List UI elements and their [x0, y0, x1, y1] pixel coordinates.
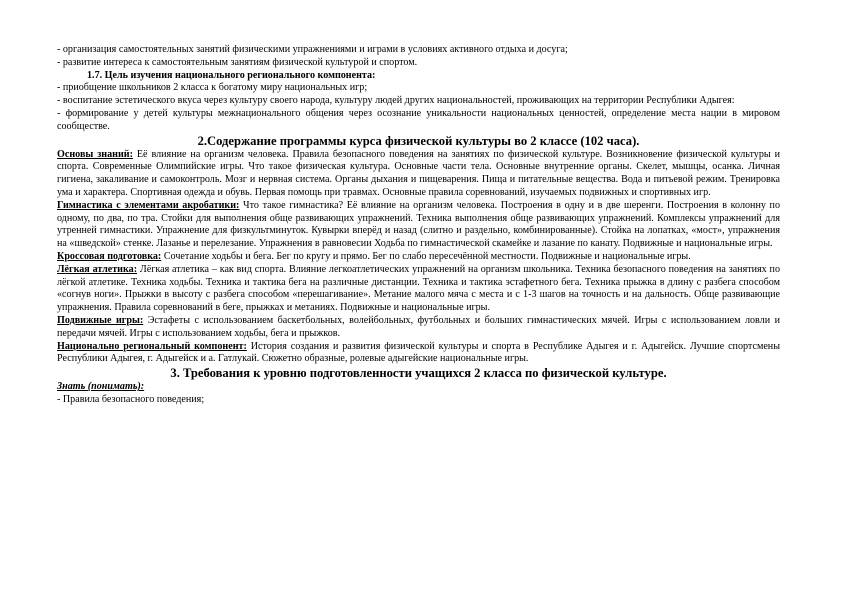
cross-text: Сочетание ходьбы и бега. Бег по кругу и прямо. Бег по слабо пересечённой местности. Подвижные и национальные игры.	[161, 250, 691, 262]
games-label: Подвижные игры:	[57, 314, 144, 326]
section3-title: 3. Требования к уровню подготовленности учащихся 2 класса по физической культуре.	[170, 366, 667, 381]
basics-label: Основы знаний:	[57, 148, 133, 160]
national-label: Национально региональный компонент:	[57, 340, 247, 352]
section2-title: 2.Содержание программы курса физической культуры во 2 классе (102 часа).	[197, 133, 640, 148]
regional-item-games: - приобщение школьников 2 класса к богатому миру национальных игр;	[57, 82, 368, 94]
paragraph-athletics	[57, 264, 780, 315]
gymnastics-text: Что такое гимнастика? Её влияние на организм человека. Построения в одну и в две шеренги. Построения в колонну по одному, по два, по тра. Стойки для выполнения обще развивающих упражнений. Техника выполнения обще развивающих упражнений. Комплексы упражнений для утренней гимнастики. Упражнение для физкультминуток. Кувырки вперёд и назад (слитно и раздельно, комбинированные). Стойка на лопатках, «мост», упражнения на «шведской» стенке. Лазанье и перелезание. Упражнения в равновесии Ходьба по гимнастической скамейке и лазание по канату. Подвижные и национальные игры.	[57, 199, 780, 250]
athletics-label: Лёгкая атлетика:	[57, 263, 138, 275]
regional-item-culture: - формирование у детей культуры межнационального общения через осознание уникальности национальных ценностей, определение места нации в мировом сообществе.	[57, 107, 780, 132]
intro-line-interest: - развитие интереса к самостоятельным занятиям физической культурой и спортом.	[57, 56, 418, 68]
cross-label: Кроссовая подготовка:	[57, 250, 162, 262]
paragraph-basics	[57, 149, 780, 200]
paragraph-national	[57, 341, 780, 367]
paragraph-games	[57, 315, 780, 341]
know-label: Знать (понимать):	[57, 381, 145, 393]
regional-heading	[57, 70, 780, 83]
athletics-text: Лёгкая атлетика – как вид спорта. Влияние легкоатлетических упражнений на организм школьника. Техника безопасного поведения на занятиях по лёгкой атлетике. Техника ходьбы. Техника и тактика бега на различные дистанции. Техника и тактика эстафетного бега. Техника прыжка в длину с разбега способом «согнув ноги». Прыжки в высоту с разбега способом «перешагивание». Метание малого мяча с места и с 1-3 шагов на точность и на дальность. Обще развивающие упражнения. Правила соревнований в беге, прыжках и метаниях. Подвижные и национальные игры.	[57, 263, 780, 314]
regional-heading-text: 1.7. Цель изучения национального регионального компонента:	[87, 69, 376, 81]
regional-item-aesthetic: - воспитание эстетического вкуса через культуру своего народа, культуру людей других национальностей, проживающих на территории Республики Адыгея:	[57, 95, 735, 107]
gymnastics-label: Гимнастика с элементами акробатики:	[57, 199, 240, 211]
know-heading	[57, 381, 780, 394]
know-item-safety: - Правила безопасного поведения;	[57, 393, 205, 405]
intro-line-organization: - организация самостоятельных занятий физическими упражнениями и играми в условиях активного отдыха и досуга;	[57, 44, 568, 55]
paragraph-cross	[57, 251, 780, 264]
national-text: История создания и развития физической культуры и спорта в Республике Адыгея и г. Адыгейск. Лучшие спортсмены Республики Адыгея, г. Адыгейск и а. Гатлукай. Сюжетно образные, ролевые адыгейские национальные игры.	[57, 340, 780, 365]
paragraph-gymnastics	[57, 200, 780, 251]
basics-text: Её влияние на организм человека. Правила безопасного поведения на занятиях по физической культуре. Возникновение физической культуры и спорта. Современные Олимпийские игры. Что такое физическая культура. Основные части тела. Основные внутренние органы. Скелет, мышцы, осанка. Личная гигиена, закаливание и самоконтроль. Мозг и нервная система. Органы дыхания и пищеварения. Пища и питательные вещества. Вода и питьевой режим. Тренировка ума и характера. Спортивная одежда и обувь. Первая помощь при травмах. Основные правила соревнований, изучаемых подвижных и спортивных игр.	[57, 148, 780, 198]
games-text: Эстафеты с использованием баскетбольных, волейбольных, футбольных и больших гимнастических мячей. Игры с использованием ловли и передачи мячей. Игры с использованием ходьбы, бега и прыжков.	[57, 314, 780, 339]
